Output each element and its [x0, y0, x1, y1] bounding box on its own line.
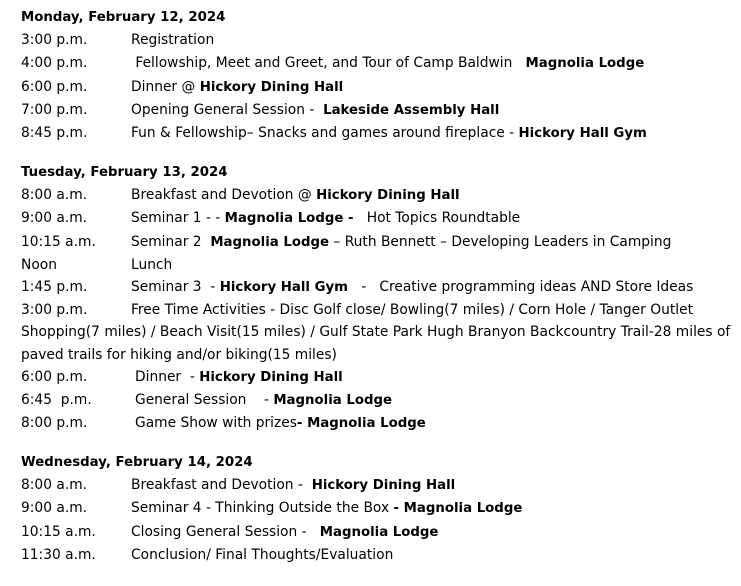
schedule-entry	[21, 52, 731, 75]
entry-time: 8:45 p.m.	[21, 125, 88, 141]
entry-description	[21, 184, 731, 207]
schedule-entry	[21, 231, 731, 254]
schedule-entry	[21, 29, 731, 52]
entry-time: 6:45 p.m.	[21, 392, 92, 409]
entry-location: Magnolia Lodge	[210, 234, 330, 250]
entry-text: Seminar 1 - -	[131, 210, 225, 227]
entry-text: Game Show with prizes	[135, 415, 297, 432]
schedule-entry	[21, 122, 731, 145]
day-tuesday	[21, 162, 731, 435]
entry-time: 8:00 a.m.	[21, 187, 88, 204]
day-wednesday	[21, 452, 731, 566]
schedule-entry	[21, 254, 731, 276]
entry-description	[21, 99, 731, 122]
schedule-entry	[21, 521, 731, 544]
entry-description	[21, 276, 731, 299]
entry-description: Free Time Activities - Disc Golf close/ Bowling(7 miles) / Corn Hole / Tanger Outlet Shopping(7 miles) / Beach Visit(15 miles) / Gulf State Park Hugh Branyon Backcountry Trail-28 miles of paved trails for hiking and/or biking(15 miles)	[21, 302, 731, 363]
schedule-entry	[21, 99, 731, 122]
day-heading: Wednesday, February 14, 2024	[21, 455, 253, 470]
entry-location: Magnolia Lodge	[319, 524, 439, 540]
entry-text: General Session -	[135, 392, 274, 409]
entry-location: Lakeside Assembly Hall	[323, 102, 500, 118]
entry-text: Breakfast and Devotion @	[131, 187, 317, 204]
entry-description	[21, 254, 731, 276]
entry-time: 8:00 p.m.	[21, 415, 88, 432]
entry-time: 10:15 a.m.	[21, 233, 96, 250]
entry-location: - Magnolia Lodge	[296, 416, 426, 432]
entry-description	[21, 231, 731, 254]
entry-time: 8:00 a.m.	[21, 477, 88, 494]
entry-detail: – Ruth Bennett – Developing Leaders in Camping	[329, 233, 672, 250]
entry-description	[21, 52, 731, 75]
entry-time: 4:00 p.m.	[21, 55, 88, 72]
entry-location: Magnolia Lodge	[525, 56, 645, 72]
entry-text: Dinner -	[135, 368, 200, 385]
schedule-entry	[21, 497, 731, 520]
schedule-entry	[21, 299, 731, 366]
entry-description	[21, 474, 731, 497]
entry-description	[21, 76, 731, 99]
schedule-entry	[21, 544, 731, 566]
entry-time: 6:00 p.m.	[21, 78, 88, 95]
entry-time: Noon	[21, 256, 57, 273]
entry-time: 9:00 a.m.	[21, 500, 88, 517]
entry-location: Hickory Dining Hall	[311, 478, 456, 494]
entry-text: Fellowship, Meet and Greet, and Tour of Camp Baldwin	[131, 55, 526, 72]
day-monday	[21, 7, 731, 145]
schedule-entry	[21, 276, 731, 299]
entry-detail: - Creative programming ideas AND Store Ideas	[348, 279, 694, 295]
entry-text: Conclusion/ Final Thoughts/Evaluation	[131, 546, 394, 563]
entry-location: Magnolia Lodge	[273, 393, 393, 409]
entry-text: Fun & Fellowship– Snacks and games around fireplace -	[131, 125, 519, 141]
entry-description	[21, 389, 731, 412]
entry-text: Lunch	[131, 256, 173, 273]
entry-text: Dinner @	[131, 78, 200, 95]
entry-text: Seminar 2	[131, 233, 211, 250]
schedule-entry	[21, 207, 731, 230]
entry-location: Hickory Hall Gym	[219, 280, 349, 295]
schedule-entry	[21, 184, 731, 207]
day-heading: Monday, February 12, 2024	[21, 10, 226, 25]
entry-time: 1:45 p.m.	[21, 279, 88, 295]
schedule-entry	[21, 76, 731, 99]
entry-description	[21, 544, 731, 566]
schedule-entry	[21, 389, 731, 412]
schedule-entry	[21, 412, 731, 435]
entry-text: Registration	[131, 32, 215, 49]
entry-detail: Hot Topics Roundtable	[353, 210, 521, 227]
schedule-entry	[21, 366, 731, 389]
schedule-entry	[21, 474, 731, 497]
entry-location: Hickory Dining Hall	[316, 188, 460, 204]
entry-text: Closing General Session -	[131, 523, 320, 540]
entry-description	[21, 366, 731, 389]
entry-description	[21, 412, 731, 435]
entry-time: 9:00 a.m.	[21, 210, 88, 227]
entry-location: - Magnolia Lodge	[393, 501, 523, 517]
entry-location: Hickory Dining Hall	[199, 369, 343, 385]
entry-location: Magnolia Lodge -	[224, 211, 354, 227]
day-heading: Tuesday, February 13, 2024	[21, 165, 228, 180]
entry-text: Seminar 4 - Thinking Outside the Box	[131, 500, 394, 517]
entry-time: 11:30 a.m.	[21, 546, 96, 563]
entry-text: Breakfast and Devotion -	[131, 477, 312, 494]
entry-description	[21, 29, 731, 52]
entry-time: 7:00 p.m.	[21, 101, 88, 118]
entry-description	[21, 497, 731, 520]
entry-text: Seminar 3 -	[131, 279, 220, 295]
entry-time: 3:00 p.m.	[21, 32, 88, 49]
entry-description	[21, 122, 731, 145]
entry-text: Opening General Session -	[131, 101, 324, 118]
entry-time: 10:15 a.m.	[21, 523, 96, 540]
entry-description	[21, 521, 731, 544]
entry-time: 6:00 p.m.	[21, 368, 88, 385]
entry-location: Hickory Hall Gym	[518, 126, 647, 141]
entry-location: Hickory Dining Hall	[199, 79, 344, 95]
entry-description	[21, 207, 731, 230]
entry-time: 3:00 p.m.	[21, 302, 88, 319]
